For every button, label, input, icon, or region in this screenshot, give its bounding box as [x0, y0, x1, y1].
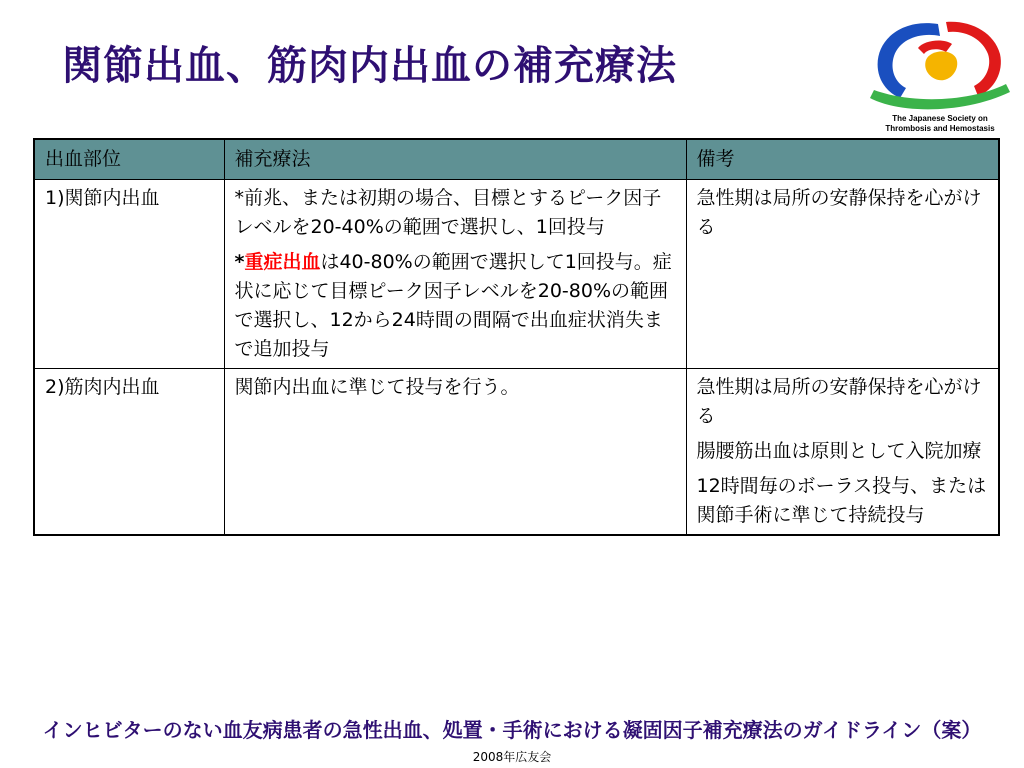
footer-guideline-title: インヒビターのない血友病患者の急性出血、処置・手術における凝固因子補充療法のガイドライン（案） [42, 718, 982, 742]
header-replacement-therapy: 補充療法 [224, 139, 686, 180]
table-row [34, 180, 999, 369]
row-1-therapy-rest: は40-80%の範囲で選択して1回投与。症状に応じて目標ピーク因子レベルを20-80%の範囲で選択し、12から24時間の間隔で出血症状消失まで追加投与 [234, 251, 672, 360]
row-2-note-1: 急性期は局所の安静保持を心がける [696, 376, 982, 427]
row-2-site: 2)筋肉内出血 [34, 369, 224, 536]
slide-title: 関節出血、筋肉内出血の補充療法 [62, 43, 677, 89]
footer-year: 2008年広友会 [472, 750, 552, 764]
row-1-therapy-para-1: *前兆、または初期の場合、目標とするピーク因子レベルを20-40%の範囲で選択し、1回投与 [234, 187, 662, 238]
table-row [34, 369, 999, 536]
row-2-note-3: 12時間毎のボーラス投与、または関節手術に準じて持続投与 [696, 475, 987, 526]
row-2-therapy-para-1: 関節内出血に準じて投与を行う。 [234, 376, 520, 398]
row-1-note-1: 急性期は局所の安静保持を心がける [696, 187, 982, 238]
row-1-notes [686, 180, 999, 369]
row-1-therapy-para-2 [235, 248, 676, 364]
society-logo-icon [860, 14, 1020, 114]
table-header-row [34, 139, 999, 180]
therapy-table [33, 138, 1000, 536]
logo-caption [860, 114, 1020, 134]
row-1-therapy-star: * [234, 251, 245, 273]
row-1-therapy [224, 180, 686, 369]
society-logo [860, 14, 1020, 136]
header-bleeding-site: 出血部位 [34, 139, 224, 180]
row-1-site: 1)関節内出血 [34, 180, 224, 369]
row-2-therapy [224, 369, 686, 536]
row-1-therapy-highlight: 重症出血 [244, 251, 321, 273]
row-2-note-2: 腸腰筋出血は原則として入院加療 [696, 440, 982, 462]
row-2-notes [686, 369, 999, 536]
header-notes: 備考 [686, 139, 999, 180]
logo-caption-line-2: Thrombosis and Hemostasis [885, 124, 995, 133]
logo-caption-line-1: The Japanese Society on [892, 114, 988, 123]
